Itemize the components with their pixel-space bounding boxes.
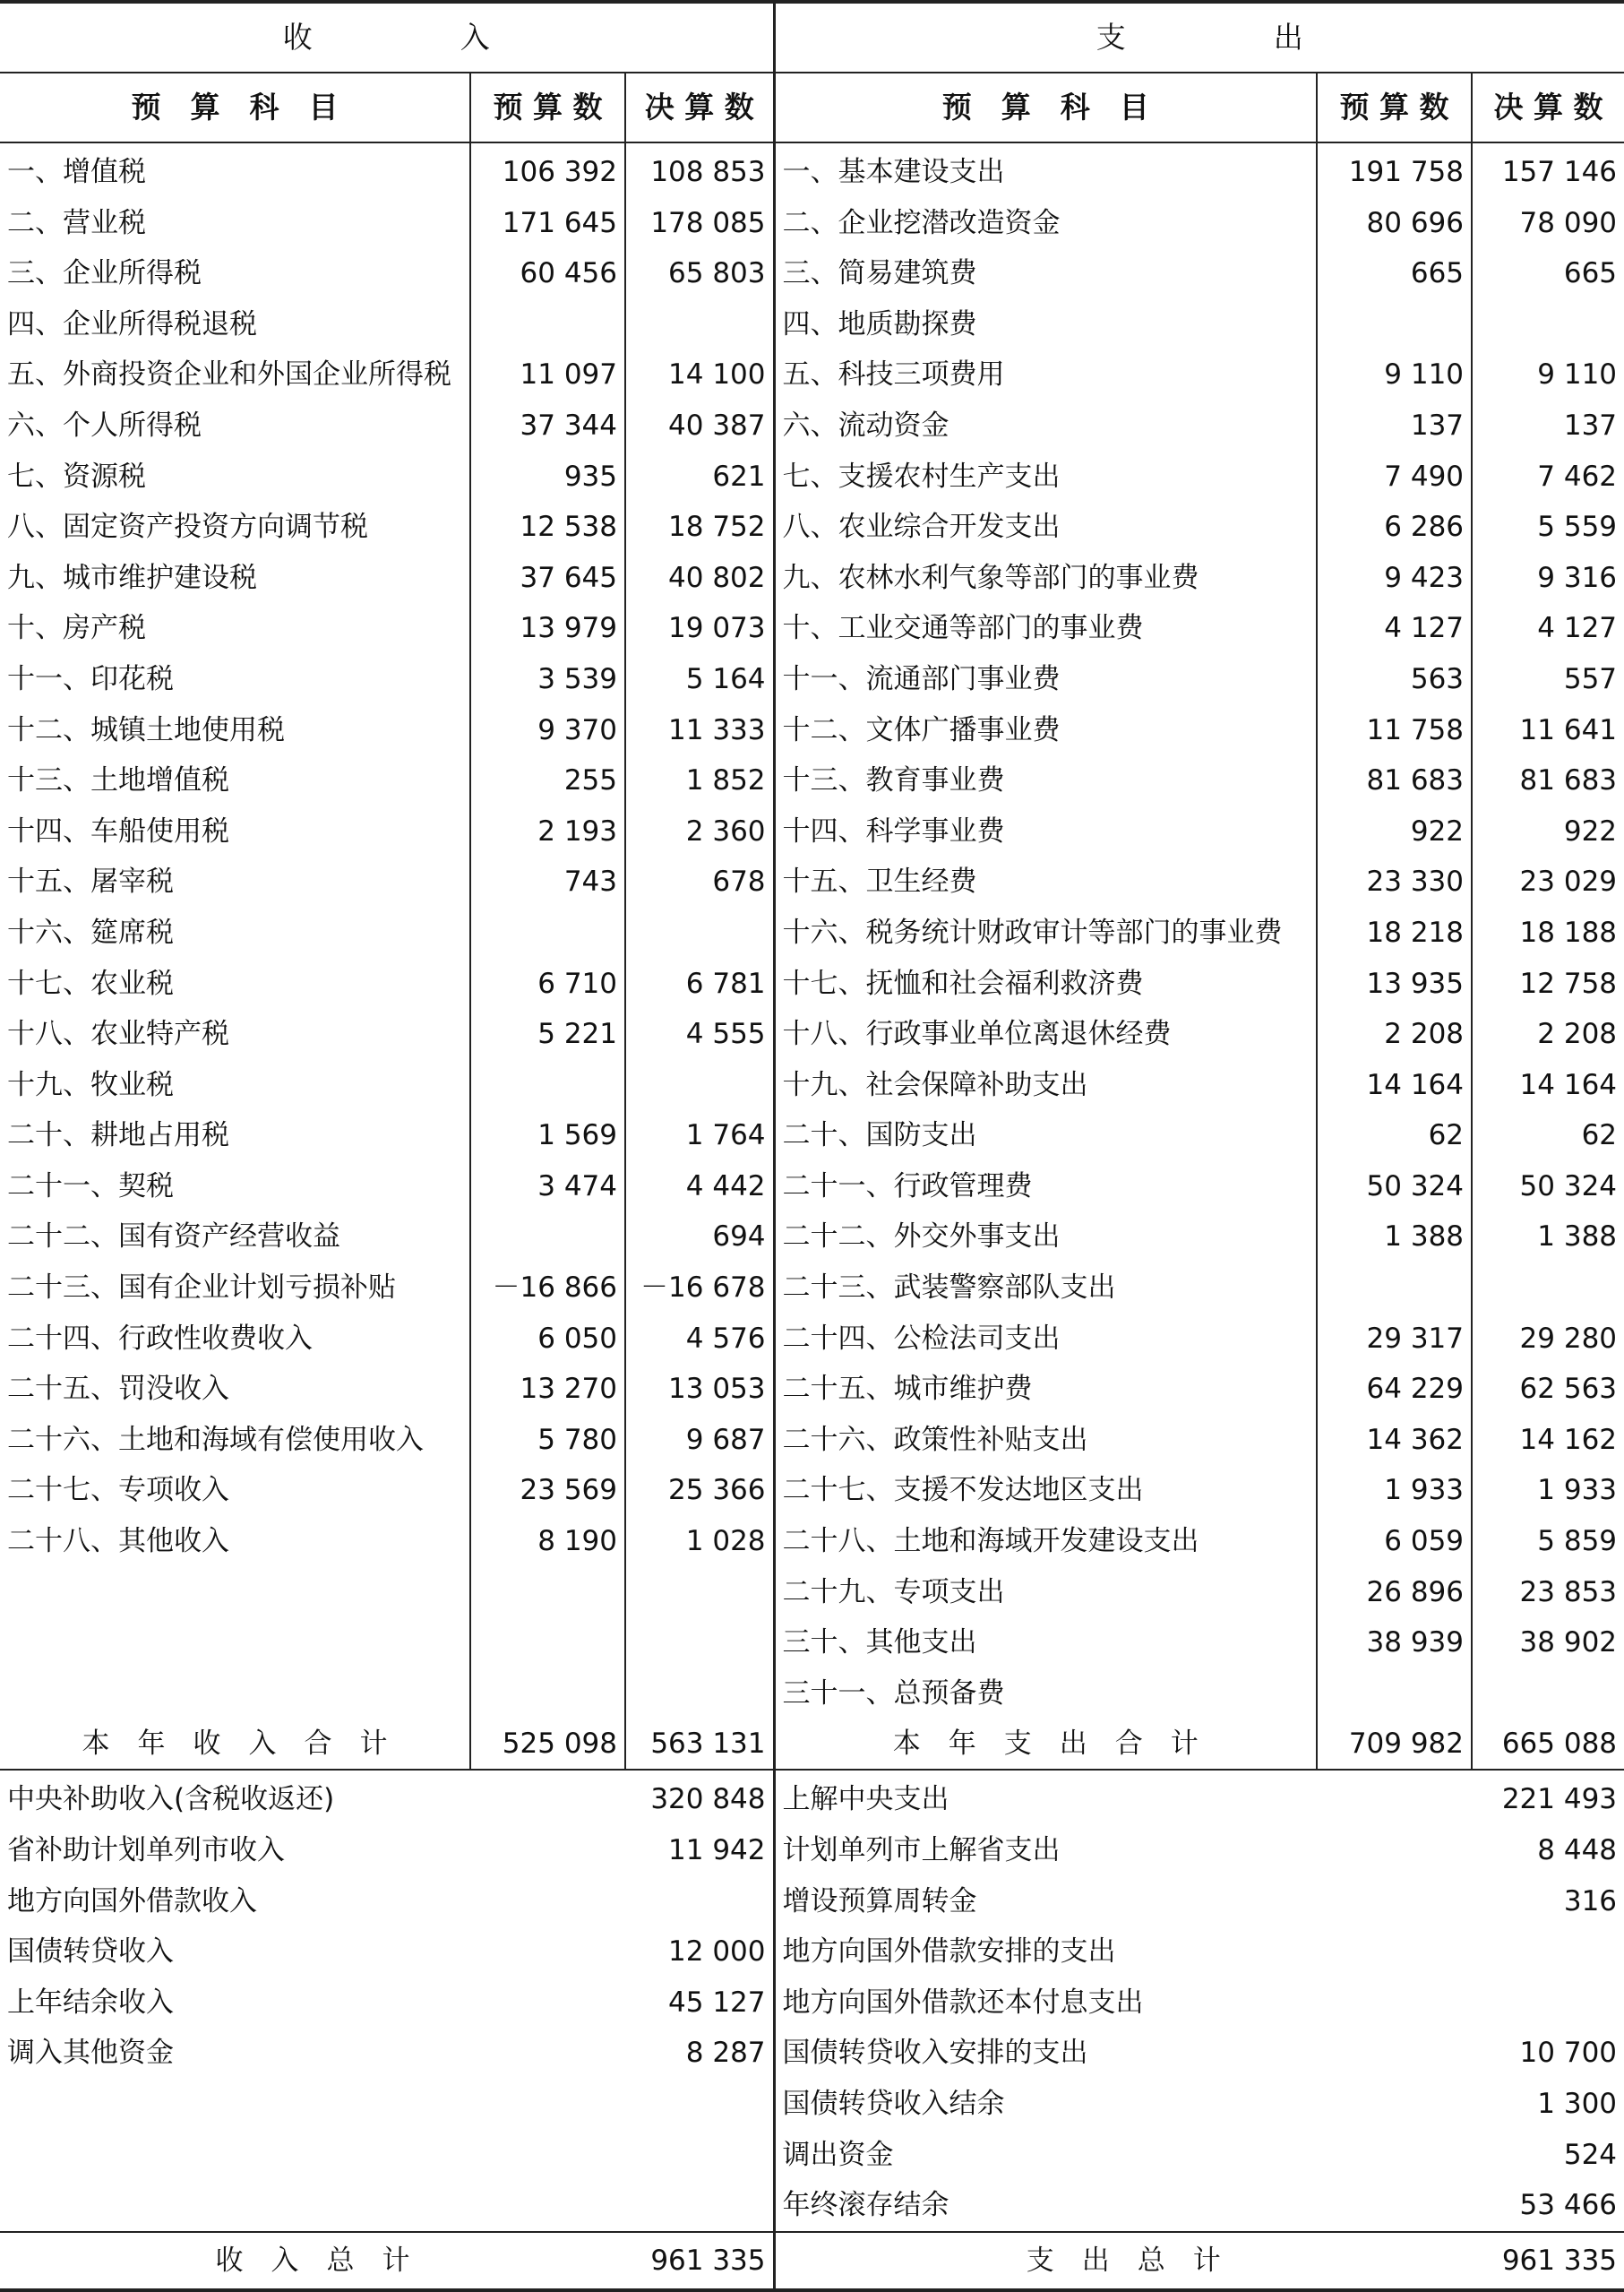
income-grand-total-label: 收 入 总 计 <box>0 2232 625 2290</box>
expenditure-item: 二十五、城市维护费 <box>774 1364 1317 1415</box>
expenditure-other-item: 国债转贷收入结余 <box>774 2079 1472 2130</box>
column-header-row <box>0 73 1624 142</box>
income-other-item: 地方向国外借款收入 <box>7 1884 257 1917</box>
income-final-value: 4 576 <box>625 1314 774 1365</box>
expenditure-section-title: 支 出 <box>774 2 1624 73</box>
table-row <box>0 1110 1624 1161</box>
table-row <box>0 1465 1624 1516</box>
income-final-value: 25 366 <box>625 1465 774 1516</box>
expenditure-item: 十五、卫生经费 <box>774 857 1317 908</box>
expenditure-year-total-label: 本 年 支 出 合 计 <box>774 1719 1317 1770</box>
income-other-value: 45 127 <box>668 1986 766 2019</box>
expenditure-other-item: 增设预算周转金 <box>774 1876 1472 1927</box>
expenditure-other-value <box>1472 1977 1624 2029</box>
table-row <box>0 806 1624 857</box>
income-other-value <box>625 2130 774 2181</box>
income-budget-value: 743 <box>470 857 625 908</box>
income-item: 六、个人所得税 <box>7 409 202 442</box>
expenditure-budget-value: 4 127 <box>1317 603 1472 654</box>
income-budget-value <box>470 908 625 959</box>
income-final-value: 18 752 <box>625 502 774 553</box>
table-row <box>0 1516 1624 1567</box>
expenditure-item: 十一、流通部门事业费 <box>774 654 1317 705</box>
income-other-value: 8 287 <box>685 2037 766 2070</box>
expenditure-final-value: 5 859 <box>1472 1516 1624 1567</box>
table-row <box>0 198 1624 249</box>
income-final-value: 9 687 <box>625 1415 774 1466</box>
income-item: 二十八、其他收入 <box>7 1525 229 1558</box>
expenditure-budget-value: 81 683 <box>1317 755 1472 806</box>
expenditure-grand-total-label: 支 出 总 计 <box>774 2232 1472 2290</box>
income-item: 二、营业税 <box>7 206 146 239</box>
expenditure-item: 二、企业挖潜改造资金 <box>774 198 1317 249</box>
income-item: 四、企业所得税退税 <box>7 307 257 340</box>
expenditure-col-final: 决 算 数 <box>1472 73 1624 142</box>
income-final-value: －16 678 <box>625 1262 774 1314</box>
expenditure-final-value: 62 563 <box>1472 1364 1624 1415</box>
expenditure-budget-value <box>1317 1668 1472 1719</box>
table-row <box>0 1161 1624 1212</box>
table-row <box>0 1668 1624 1719</box>
table-row <box>0 1415 1624 1466</box>
expenditure-col-budget: 预 算 数 <box>1317 73 1472 142</box>
expenditure-final-value <box>1472 299 1624 350</box>
expenditure-budget-value: 62 <box>1317 1110 1472 1161</box>
expenditure-item: 十二、文体广播事业费 <box>774 705 1317 756</box>
income-final-value <box>625 908 774 959</box>
table-row <box>0 349 1624 401</box>
income-budget-value: 5 221 <box>470 1009 625 1060</box>
expenditure-budget-value: 9 423 <box>1317 553 1472 604</box>
income-item: 二十二、国有资产经营收益 <box>7 1220 340 1254</box>
income-other-item <box>0 2079 625 2130</box>
income-item: 五、外商投资企业和外国企业所得税 <box>7 358 451 392</box>
income-item: 十一、印花税 <box>7 662 174 695</box>
income-final-value: 13 053 <box>625 1364 774 1415</box>
income-budget-value: 12 538 <box>470 502 625 553</box>
table-row <box>0 1262 1624 1314</box>
expenditure-final-value: 23 853 <box>1472 1567 1624 1618</box>
income-item: 十三、土地增值税 <box>7 764 229 797</box>
income-item: 十、房产税 <box>7 612 146 645</box>
income-item: 二十三、国有企业计划亏损补贴 <box>7 1271 396 1305</box>
expenditure-final-value: 157 146 <box>1472 142 1624 198</box>
income-budget-value: 2 193 <box>470 806 625 857</box>
income-item: 十五、屠宰税 <box>7 866 174 899</box>
expenditure-budget-value: 6 286 <box>1317 502 1472 553</box>
income-item: 十六、筵席税 <box>7 916 174 949</box>
income-item: 二十六、土地和海域有偿使用收入 <box>7 1423 424 1456</box>
income-final-value: 621 <box>625 452 774 503</box>
income-final-value: 11 333 <box>625 705 774 756</box>
table-row <box>0 553 1624 604</box>
expenditure-other-value: 524 <box>1563 2138 1618 2171</box>
expenditure-other-value <box>1472 1926 1624 1977</box>
income-final-value: 65 803 <box>625 248 774 299</box>
expenditure-budget-value: 2 208 <box>1317 1009 1472 1060</box>
expenditure-item: 九、农林水利气象等部门的事业费 <box>774 553 1317 604</box>
expenditure-other-item: 调出资金 <box>774 2130 1472 2181</box>
expenditure-other-value: 53 466 <box>1519 2189 1618 2222</box>
income-budget-value: 171 645 <box>470 198 625 249</box>
table-row <box>0 654 1624 705</box>
income-final-value: 178 085 <box>625 198 774 249</box>
expenditure-col-item: 预 算 科 目 <box>774 73 1317 142</box>
income-other-item <box>0 2130 625 2181</box>
other-row <box>0 2079 1624 2130</box>
expenditure-final-value <box>1472 1262 1624 1314</box>
expenditure-item: 二十四、公检法司支出 <box>774 1314 1317 1365</box>
income-item: 二十七、专项收入 <box>7 1474 229 1507</box>
expenditure-final-value: 1 933 <box>1472 1465 1624 1516</box>
income-budget-value: 1 569 <box>470 1110 625 1161</box>
income-item: 九、城市维护建设税 <box>7 561 257 594</box>
income-final-value: 2 360 <box>625 806 774 857</box>
other-row <box>0 1876 1624 1927</box>
expenditure-budget-value: 665 <box>1317 248 1472 299</box>
other-row <box>0 1926 1624 1977</box>
income-item: 三、企业所得税 <box>7 257 202 290</box>
income-other-value <box>625 2079 774 2130</box>
expenditure-final-value: 557 <box>1472 654 1624 705</box>
income-budget-value <box>470 1617 625 1668</box>
expenditure-budget-value: 1 388 <box>1317 1211 1472 1262</box>
income-other-value: 12 000 <box>668 1935 766 1969</box>
expenditure-item: 十七、抚恤和社会福利救济费 <box>774 959 1317 1010</box>
table-row <box>0 1617 1624 1668</box>
expenditure-budget-value: 18 218 <box>1317 908 1472 959</box>
expenditure-budget-value: 563 <box>1317 654 1472 705</box>
income-item: 二十四、行政性收费收入 <box>7 1322 313 1355</box>
expenditure-item: 八、农业综合开发支出 <box>774 502 1317 553</box>
table-row <box>0 857 1624 908</box>
income-item: 十二、城镇土地使用税 <box>7 713 285 746</box>
table-row <box>0 299 1624 350</box>
income-budget-value: 106 392 <box>470 142 625 198</box>
expenditure-budget-value: 80 696 <box>1317 198 1472 249</box>
expenditure-other-value: 221 493 <box>1501 1783 1618 1816</box>
income-budget-value: 13 270 <box>470 1364 625 1415</box>
income-budget-value: 3 539 <box>470 654 625 705</box>
expenditure-budget-value: 922 <box>1317 806 1472 857</box>
expenditure-final-value: 11 641 <box>1472 705 1624 756</box>
expenditure-budget-value: 50 324 <box>1317 1161 1472 1212</box>
income-item: 七、资源税 <box>7 460 146 493</box>
expenditure-budget-value: 23 330 <box>1317 857 1472 908</box>
expenditure-item: 十九、社会保障补助支出 <box>774 1060 1317 1111</box>
income-final-value: 40 802 <box>625 553 774 604</box>
income-item: 十九、牧业税 <box>7 1068 174 1101</box>
expenditure-final-value <box>1472 1668 1624 1719</box>
income-item: 一、增值税 <box>7 156 146 188</box>
expenditure-budget-value: 137 <box>1317 401 1472 452</box>
income-budget-value: 37 645 <box>470 553 625 604</box>
income-col-item: 预 算 科 目 <box>0 73 470 142</box>
income-other-value: 320 848 <box>650 1783 766 1816</box>
income-final-value: 4 442 <box>625 1161 774 1212</box>
expenditure-budget-value: 191 758 <box>1317 142 1472 198</box>
table-row <box>0 1364 1624 1415</box>
other-row <box>0 2028 1624 2079</box>
expenditure-final-value: 14 164 <box>1472 1060 1624 1111</box>
expenditure-item: 二十二、外交外事支出 <box>774 1211 1317 1262</box>
income-final-value: 4 555 <box>625 1009 774 1060</box>
expenditure-other-item: 地方向国外借款安排的支出 <box>774 1926 1472 1977</box>
other-row <box>0 1770 1624 1825</box>
expenditure-budget-value: 26 896 <box>1317 1567 1472 1618</box>
expenditure-budget-value: 14 362 <box>1317 1415 1472 1466</box>
income-final-value: 5 164 <box>625 654 774 705</box>
expenditure-budget-value: 13 935 <box>1317 959 1472 1010</box>
income-final-value: 108 853 <box>625 142 774 198</box>
income-item: 十四、车船使用税 <box>7 814 229 848</box>
income-col-budget: 预 算 数 <box>470 73 625 142</box>
income-budget-value <box>470 1211 625 1262</box>
expenditure-other-value: 8 448 <box>1537 1834 1618 1866</box>
income-other-item: 调入其他资金 <box>7 2037 174 2070</box>
table-row <box>0 1060 1624 1111</box>
income-item: 二十一、契税 <box>7 1169 174 1202</box>
income-item: 二十、耕地占用税 <box>7 1119 229 1152</box>
table-row <box>0 142 1624 198</box>
expenditure-budget-value: 9 110 <box>1317 349 1472 401</box>
income-year-total-budget: 525 098 <box>470 1719 625 1770</box>
expenditure-final-value: 137 <box>1472 401 1624 452</box>
expenditure-year-total-budget: 709 982 <box>1317 1719 1472 1770</box>
income-budget-value <box>470 1060 625 1111</box>
expenditure-final-value: 81 683 <box>1472 755 1624 806</box>
income-budget-value: 60 456 <box>470 248 625 299</box>
expenditure-budget-value <box>1317 1262 1472 1314</box>
income-final-value: 6 781 <box>625 959 774 1010</box>
expenditure-year-total-final: 665 088 <box>1472 1719 1624 1770</box>
income-final-value: 19 073 <box>625 603 774 654</box>
table-row <box>0 1567 1624 1618</box>
other-row <box>0 2180 1624 2232</box>
income-budget-value: 37 344 <box>470 401 625 452</box>
expenditure-final-value: 4 127 <box>1472 603 1624 654</box>
income-final-value: 694 <box>625 1211 774 1262</box>
income-budget-value <box>470 1668 625 1719</box>
expenditure-item: 三十、其他支出 <box>774 1617 1317 1668</box>
expenditure-final-value: 78 090 <box>1472 198 1624 249</box>
table-row <box>0 705 1624 756</box>
income-final-value <box>625 1617 774 1668</box>
table-row <box>0 603 1624 654</box>
expenditure-budget-value: 14 164 <box>1317 1060 1472 1111</box>
expenditure-item: 十、工业交通等部门的事业费 <box>774 603 1317 654</box>
income-item: 十七、农业税 <box>7 967 174 1000</box>
other-row <box>0 1977 1624 2029</box>
other-row <box>0 1825 1624 1876</box>
expenditure-item: 七、支援农村生产支出 <box>774 452 1317 503</box>
expenditure-grand-total-value: 961 335 <box>1472 2232 1624 2290</box>
income-other-value <box>625 2180 774 2232</box>
income-budget-value: 8 190 <box>470 1516 625 1567</box>
expenditure-other-item: 上解中央支出 <box>774 1770 1472 1825</box>
income-other-item: 上年结余收入 <box>7 1986 174 2019</box>
income-other-item: 国债转贷收入 <box>7 1935 174 1969</box>
expenditure-item: 二十七、支援不发达地区支出 <box>774 1465 1317 1516</box>
table-row <box>0 502 1624 553</box>
other-row <box>0 2130 1624 2181</box>
income-item: 十八、农业特产税 <box>7 1018 229 1051</box>
expenditure-item: 三十一、总预备费 <box>774 1668 1317 1719</box>
table-row <box>0 1211 1624 1262</box>
income-item <box>0 1617 470 1668</box>
income-year-total-final: 563 131 <box>625 1719 774 1770</box>
expenditure-item: 十六、税务统计财政审计等部门的事业费 <box>774 908 1317 959</box>
expenditure-item: 十三、教育事业费 <box>774 755 1317 806</box>
expenditure-budget-value: 1 933 <box>1317 1465 1472 1516</box>
expenditure-item: 五、科技三项费用 <box>774 349 1317 401</box>
expenditure-budget-value: 38 939 <box>1317 1617 1472 1668</box>
income-item: 八、固定资产投资方向调节税 <box>7 511 368 544</box>
income-budget-value: 6 710 <box>470 959 625 1010</box>
income-item: 二十五、罚没收入 <box>7 1373 229 1406</box>
income-other-value <box>625 1876 774 1927</box>
expenditure-item: 二十六、政策性补贴支出 <box>774 1415 1317 1466</box>
income-final-value <box>625 1668 774 1719</box>
income-final-value <box>625 299 774 350</box>
table-row <box>0 401 1624 452</box>
income-section-title: 收 入 <box>0 2 774 73</box>
expenditure-item: 二十一、行政管理费 <box>774 1161 1317 1212</box>
table-row <box>0 1009 1624 1060</box>
income-budget-value: 255 <box>470 755 625 806</box>
expenditure-item: 十四、科学事业费 <box>774 806 1317 857</box>
expenditure-final-value: 1 388 <box>1472 1211 1624 1262</box>
income-final-value <box>625 1060 774 1111</box>
income-final-value: 1 852 <box>625 755 774 806</box>
expenditure-final-value: 23 029 <box>1472 857 1624 908</box>
table-row <box>0 452 1624 503</box>
income-final-value <box>625 1567 774 1618</box>
income-other-item: 省补助计划单列市收入 <box>7 1834 285 1866</box>
table-row <box>0 248 1624 299</box>
income-final-value: 1 028 <box>625 1516 774 1567</box>
expenditure-item: 二十、国防支出 <box>774 1110 1317 1161</box>
expenditure-final-value: 62 <box>1472 1110 1624 1161</box>
expenditure-budget-value: 29 317 <box>1317 1314 1472 1365</box>
income-budget-value <box>470 299 625 350</box>
expenditure-budget-value: 7 490 <box>1317 452 1472 503</box>
expenditure-final-value: 922 <box>1472 806 1624 857</box>
expenditure-final-value: 2 208 <box>1472 1009 1624 1060</box>
income-item <box>0 1567 470 1618</box>
expenditure-budget-value: 6 059 <box>1317 1516 1472 1567</box>
income-budget-value: 6 050 <box>470 1314 625 1365</box>
income-budget-value: 935 <box>470 452 625 503</box>
expenditure-final-value: 9 316 <box>1472 553 1624 604</box>
income-budget-value: 9 370 <box>470 705 625 756</box>
expenditure-other-item: 年终滚存结余 <box>774 2180 1472 2232</box>
income-budget-value: 11 097 <box>470 349 625 401</box>
expenditure-item: 二十九、专项支出 <box>774 1567 1317 1618</box>
expenditure-budget-value: 11 758 <box>1317 705 1472 756</box>
expenditure-item: 二十八、土地和海域开发建设支出 <box>774 1516 1317 1567</box>
table-row <box>0 959 1624 1010</box>
expenditure-item: 六、流动资金 <box>774 401 1317 452</box>
expenditure-other-value: 316 <box>1563 1884 1618 1917</box>
income-budget-value: 13 979 <box>470 603 625 654</box>
expenditure-final-value: 5 559 <box>1472 502 1624 553</box>
income-budget-value: －16 866 <box>470 1262 625 1314</box>
table-row <box>0 755 1624 806</box>
expenditure-final-value: 665 <box>1472 248 1624 299</box>
income-final-value: 40 387 <box>625 401 774 452</box>
expenditure-final-value: 14 162 <box>1472 1415 1624 1466</box>
expenditure-final-value: 38 902 <box>1472 1617 1624 1668</box>
expenditure-other-value: 10 700 <box>1519 2037 1618 2070</box>
expenditure-other-item: 国债转贷收入安排的支出 <box>774 2028 1472 2079</box>
expenditure-final-value: 50 324 <box>1472 1161 1624 1212</box>
income-budget-value <box>470 1567 625 1618</box>
expenditure-budget-value <box>1317 299 1472 350</box>
income-budget-value: 5 780 <box>470 1415 625 1466</box>
income-final-value: 14 100 <box>625 349 774 401</box>
expenditure-final-value: 18 188 <box>1472 908 1624 959</box>
expenditure-item: 二十三、武装警察部队支出 <box>774 1262 1317 1314</box>
expenditure-item: 三、简易建筑费 <box>774 248 1317 299</box>
expenditure-final-value: 9 110 <box>1472 349 1624 401</box>
table-row <box>0 1314 1624 1365</box>
income-other-item <box>0 2180 625 2232</box>
income-budget-value: 3 474 <box>470 1161 625 1212</box>
income-final-value: 1 764 <box>625 1110 774 1161</box>
expenditure-other-item: 地方向国外借款还本付息支出 <box>774 1977 1472 2029</box>
income-other-item: 中央补助收入(含税收返还) <box>7 1783 335 1816</box>
income-grand-total-value: 961 335 <box>625 2232 774 2290</box>
income-other-value: 11 942 <box>668 1834 766 1866</box>
income-final-value: 678 <box>625 857 774 908</box>
expenditure-final-value: 29 280 <box>1472 1314 1624 1365</box>
expenditure-item: 一、基本建设支出 <box>774 142 1317 198</box>
expenditure-final-value: 7 462 <box>1472 452 1624 503</box>
income-col-final: 决 算 数 <box>625 73 774 142</box>
expenditure-item: 十八、行政事业单位离退休经费 <box>774 1009 1317 1060</box>
expenditure-final-value: 12 758 <box>1472 959 1624 1010</box>
expenditure-other-item: 计划单列市上解省支出 <box>774 1825 1472 1876</box>
income-year-total-label: 本 年 收 入 合 计 <box>0 1719 470 1770</box>
income-item <box>0 1668 470 1719</box>
year-total-row <box>0 1719 1624 1770</box>
section-header-row <box>0 2 1624 73</box>
income-budget-value: 23 569 <box>470 1465 625 1516</box>
table-row <box>0 908 1624 959</box>
grand-total-row <box>0 2232 1624 2290</box>
expenditure-other-value: 1 300 <box>1537 2087 1618 2120</box>
expenditure-budget-value: 64 229 <box>1317 1364 1472 1415</box>
expenditure-item: 四、地质勘探费 <box>774 299 1317 350</box>
